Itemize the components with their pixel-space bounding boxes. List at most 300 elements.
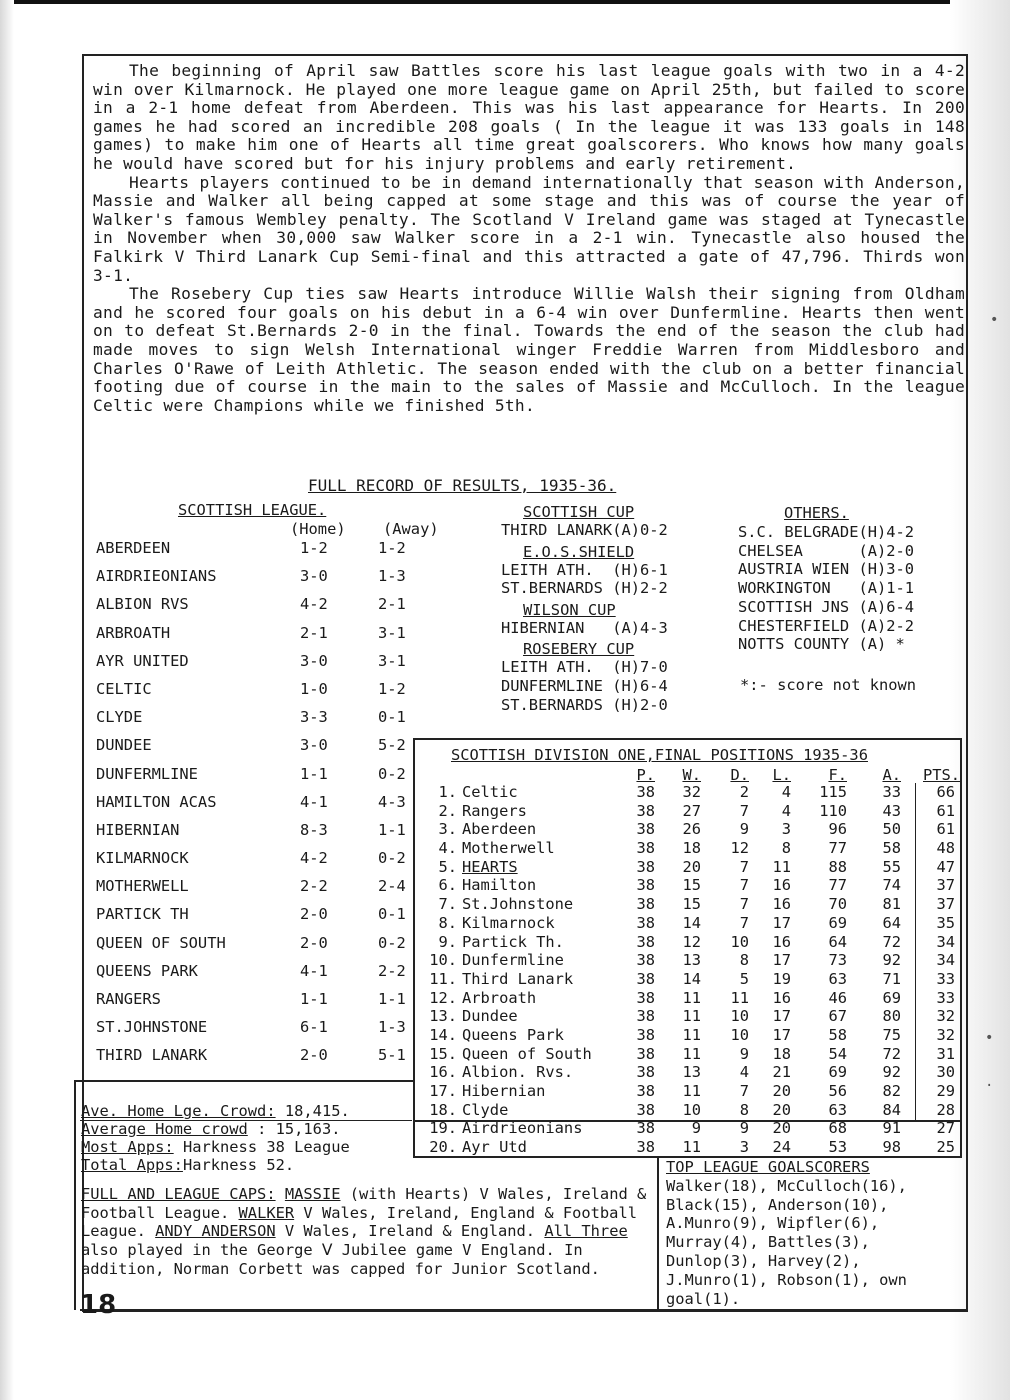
col-for: F. <box>828 766 847 784</box>
league-team: KILMARNOCK <box>96 849 189 868</box>
table-played: 38 <box>636 783 655 801</box>
table-goals-against: 33 <box>882 783 901 801</box>
table-drawn: 4 <box>739 1063 749 1082</box>
cup-result: ST.BERNARDS (H)2-2 <box>501 579 668 598</box>
league-away-score: 0-2 <box>378 849 406 868</box>
table-position: 1. <box>438 783 457 801</box>
table-played: 38 <box>636 1138 655 1157</box>
average-home-value: : 15,163. <box>257 1120 341 1138</box>
table-lost: 24 <box>772 1138 791 1157</box>
league-result-row <box>91 874 411 902</box>
league-team: AIRDRIEONIANS <box>96 567 217 586</box>
table-lost: 4 <box>781 783 791 801</box>
table-drawn: 7 <box>739 913 749 932</box>
table-goals-against: 58 <box>882 839 901 858</box>
col-lost: L. <box>772 766 791 784</box>
league-home-score: 4-2 <box>300 849 328 868</box>
caps-massie: MASSIE <box>284 1185 341 1203</box>
table-goals-for: 53 <box>828 1138 847 1157</box>
league-result-row <box>91 536 411 564</box>
table-points: 34 <box>936 951 955 970</box>
league-away-score: 1-1 <box>378 990 406 1008</box>
table-goals-for: 69 <box>828 913 847 932</box>
league-team: QUEENS PARK <box>96 961 198 980</box>
league-table-row <box>415 858 960 877</box>
table-lost: 18 <box>772 1044 791 1063</box>
table-played: 38 <box>636 988 655 1007</box>
table-team: Aberdeen <box>462 820 537 839</box>
cup-result: LEITH ATH. (H)7-0 <box>501 658 668 677</box>
league-team: AYR UNITED <box>96 651 189 670</box>
table-played: 38 <box>636 839 655 858</box>
table-lost: 16 <box>772 988 791 1007</box>
cup-title: ROSEBERY CUP <box>523 640 635 659</box>
league-home-score: 2-0 <box>300 933 328 952</box>
cup-section <box>501 503 721 540</box>
table-goals-against: 72 <box>882 1044 901 1063</box>
table-won: 11 <box>682 1138 701 1157</box>
table-goals-for: 77 <box>828 876 847 895</box>
cup-result: HIBERNIAN (A)4-3 <box>501 618 668 637</box>
table-points: 37 <box>936 895 955 914</box>
table-position: 14. <box>429 1025 457 1044</box>
league-result-row <box>91 931 411 959</box>
table-goals-for: 64 <box>828 932 847 951</box>
table-goals-against: 82 <box>882 1082 901 1100</box>
league-away-score: 2-4 <box>378 877 406 896</box>
table-played: 38 <box>636 1082 655 1100</box>
table-drawn: 8 <box>739 951 749 970</box>
cup-result: DUNFERMLINE (H)6-4 <box>501 676 668 695</box>
table-won: 15 <box>682 876 701 895</box>
table-position: 3. <box>438 820 457 839</box>
table-team: St.Johnstone <box>462 895 574 914</box>
league-title: SCOTTISH LEAGUE. <box>178 501 327 519</box>
table-drawn: 12 <box>730 839 749 858</box>
table-won: 26 <box>682 820 701 839</box>
table-points: 32 <box>936 1025 955 1044</box>
league-team: ABERDEEN <box>96 539 171 557</box>
table-lost: 8 <box>781 839 791 858</box>
cup-title: SCOTTISH CUP <box>523 503 635 521</box>
ave-home-lge-crowd <box>81 1102 350 1120</box>
table-position: 11. <box>429 969 457 988</box>
table-drawn: 11 <box>730 988 749 1007</box>
league-away-score: 5-2 <box>378 736 406 755</box>
table-position: 6. <box>438 876 457 895</box>
table-won: 11 <box>682 1007 701 1026</box>
league-result-row <box>91 959 411 987</box>
page-top-edge <box>0 0 1010 4</box>
table-won: 13 <box>682 951 701 970</box>
league-team: PARTICK TH <box>96 905 189 924</box>
league-home-score: 1-1 <box>300 990 328 1008</box>
table-position: 18. <box>429 1100 457 1119</box>
table-points: 33 <box>936 969 955 988</box>
table-team: Hibernian <box>462 1082 546 1100</box>
caps-anderson: ANDY ANDERSON <box>155 1222 276 1241</box>
league-table-title: SCOTTISH DIVISION ONE,FINAL POSITIONS 1935-36 <box>451 746 868 764</box>
league-away-score: 4-3 <box>378 792 406 811</box>
league-team: HIBERNIAN <box>96 820 180 839</box>
table-lost: 20 <box>772 1100 791 1119</box>
table-lost: 17 <box>772 951 791 970</box>
ave-home-lge-value: 18,415. <box>284 1102 350 1120</box>
table-goals-against: 64 <box>882 913 901 932</box>
league-table-row <box>415 1101 960 1120</box>
cup-rows <box>501 521 721 540</box>
other-result: SCOTTISH JNS (A)6-4 <box>738 597 915 616</box>
league-result-row <box>91 592 411 620</box>
table-points: 31 <box>936 1044 955 1063</box>
narrative-paragraph-3: The Rosebery Cup ties saw Hearts introduce Willie Walsh their signing from Oldham and he scored four goals on his debut in a 6-4 win over Dunfermline. Hearts then went on to defeat St.Bernards 2-0 in the final. Towards the end of the season the club had made moves to sign Welsh International winger Freddie Warren from Middlesboro and Charles O'Rawe of Leith Athletic. The season ended with the club on a better financial footing due of course in the main to the sales of Massie and McCulloch. In the league Celtic were Champions while we finished 5th. <box>93 284 965 415</box>
league-table-rows <box>415 783 960 1157</box>
table-played: 38 <box>636 1007 655 1026</box>
table-points: 48 <box>936 839 955 858</box>
other-result: NOTTS COUNTY (A) * <box>738 635 905 654</box>
table-goals-against: 92 <box>882 951 901 970</box>
table-drawn: 3 <box>739 1138 749 1157</box>
table-won: 12 <box>682 932 701 951</box>
league-home-score: 4-2 <box>300 595 328 614</box>
league-home-score: 8-3 <box>300 820 328 839</box>
table-won: 20 <box>682 857 701 876</box>
table-lost: 19 <box>772 969 791 988</box>
table-won: 14 <box>682 969 701 988</box>
col-drawn: D. <box>730 766 749 784</box>
table-played: 38 <box>636 895 655 914</box>
league-team: ST.JOHNSTONE <box>96 1018 208 1037</box>
table-drawn: 7 <box>739 895 749 914</box>
caps-text-4: also played in the George Ⅴ Jubilee game V England. In addition, Norman Corbett was capped for Junior Scotland. <box>81 1241 600 1278</box>
league-away-score: 0-2 <box>378 933 406 952</box>
stats-rule-1 <box>80 1120 412 1121</box>
table-team: Arbroath <box>462 988 537 1007</box>
table-position: 13. <box>429 1007 457 1026</box>
table-played: 38 <box>636 1119 655 1138</box>
caps-all-three: All Three <box>544 1222 628 1241</box>
table-drawn: 5 <box>739 969 749 988</box>
league-home-score: 1-1 <box>300 764 328 783</box>
league-table-row <box>415 914 960 933</box>
table-won: 9 <box>691 1119 701 1138</box>
scorers-title: TOP LEAGUE GOALSCORERS <box>666 1158 870 1176</box>
cup-section <box>501 543 721 598</box>
table-goals-against: 72 <box>882 932 901 951</box>
league-result-row <box>91 818 411 846</box>
league-home-score: 4-1 <box>300 792 328 811</box>
league-table-row <box>415 895 960 914</box>
table-position: 19. <box>429 1119 457 1138</box>
table-position: 4. <box>438 839 457 858</box>
stats-left-rule <box>74 1080 76 1310</box>
narrative-paragraph-1: The beginning of April saw Battles score his last league goals with two in a 4-2 win over Kilmarnock. He played one more league game on April 25th, but failed to score in a 2-1 home defeat from Aberdeen. This was his last appearance for Hearts. In 200 games he had scored an incredible 208 goals ( In the league it was 133 goals in 148 games) to make him one of Hearts all time great goalscorers. Who knows how many goals he would have scored but for his injury problems and early retirement. <box>93 61 965 173</box>
table-goals-against: 43 <box>882 801 901 820</box>
table-won: 10 <box>682 1100 701 1119</box>
other-result: CHESTERFIELD (A)2-2 <box>738 616 915 635</box>
table-team: Kilmarnock <box>462 913 555 932</box>
table-won: 15 <box>682 895 701 914</box>
table-goals-against: 50 <box>882 820 901 839</box>
table-points: 61 <box>936 820 955 839</box>
table-lost: 20 <box>772 1119 791 1138</box>
top-goalscorers <box>666 1158 966 1308</box>
table-position: 15. <box>429 1044 457 1063</box>
stats-top-rule <box>74 1080 414 1082</box>
table-goals-for: 69 <box>828 1063 847 1082</box>
table-team: Clyde <box>462 1100 509 1119</box>
cup-rows <box>501 658 721 714</box>
league-away-score: 0-1 <box>378 708 406 727</box>
league-team: DUNDEE <box>96 736 152 755</box>
scorers-list: Walker(18), McCulloch(16), Black(15), Anderson(10), A.Munro(9), Wipfler(6), Murray(4), Battles(3), Dunlop(3), Harvey(2), J.Munro(1), Robson(1), own goal(1). <box>666 1176 907 1308</box>
table-position: 9. <box>438 932 457 951</box>
table-goals-against: 91 <box>882 1119 901 1138</box>
record-title: FULL RECORD OF RESULTS, 1935-36. <box>308 476 617 495</box>
table-drawn: 7 <box>739 801 749 820</box>
table-played: 38 <box>636 913 655 932</box>
league-team: ARBROATH <box>96 623 171 642</box>
table-position: 5. <box>438 857 457 876</box>
table-goals-for: 110 <box>819 801 847 820</box>
table-goals-for: 46 <box>828 988 847 1007</box>
league-home-score: 1-2 <box>300 539 328 557</box>
table-lost: 17 <box>772 913 791 932</box>
table-points: 37 <box>936 876 955 895</box>
league-team: QUEEN OF SOUTH <box>96 933 226 952</box>
league-table-row <box>415 1082 960 1101</box>
cup-rows <box>501 561 721 598</box>
table-team: Rangers <box>462 801 527 820</box>
table-goals-for: 56 <box>828 1082 847 1100</box>
table-won: 11 <box>682 1025 701 1044</box>
average-home-crowd <box>81 1120 340 1138</box>
cup-result: THIRD LANARK(A)0-2 <box>501 521 668 539</box>
league-table-row <box>415 839 960 858</box>
table-played: 38 <box>636 1044 655 1063</box>
table-team: Hamilton <box>462 876 537 895</box>
table-goals-against: 74 <box>882 876 901 895</box>
table-won: 27 <box>682 801 701 820</box>
league-result-row <box>91 987 411 1015</box>
table-goals-for: 96 <box>828 820 847 839</box>
col-against: A. <box>882 766 901 784</box>
league-table-row <box>415 933 960 952</box>
table-won: 11 <box>682 1044 701 1063</box>
total-apps-label: Total Apps: <box>81 1156 183 1174</box>
table-position: 16. <box>429 1063 457 1082</box>
league-home-score: 3-0 <box>300 736 328 755</box>
table-lost: 20 <box>772 1082 791 1100</box>
total-apps <box>81 1156 294 1174</box>
other-result: CHELSEA (A)2-0 <box>738 541 915 560</box>
table-played: 38 <box>636 969 655 988</box>
table-played: 38 <box>636 932 655 951</box>
table-points: 25 <box>936 1138 955 1157</box>
table-goals-against: 55 <box>882 857 901 876</box>
league-home-score: 1-0 <box>300 679 328 698</box>
table-lost: 16 <box>772 932 791 951</box>
table-position: 12. <box>429 988 457 1007</box>
others-list <box>738 523 963 654</box>
table-points: 28 <box>936 1100 955 1119</box>
table-goals-for: 68 <box>828 1119 847 1138</box>
table-goals-against: 84 <box>882 1100 901 1119</box>
other-result: WORKINGTON (A)1-1 <box>738 579 915 598</box>
league-home-header: (Home) <box>290 520 346 538</box>
other-result: S.C. BELGRADE(H)4-2 <box>738 523 915 541</box>
table-goals-for: 73 <box>828 951 847 970</box>
most-apps <box>81 1138 350 1156</box>
league-result-row <box>91 733 411 761</box>
table-position: 20. <box>429 1138 457 1157</box>
league-table-row <box>415 989 960 1008</box>
league-home-score: 2-0 <box>300 905 328 924</box>
league-away-score: 1-3 <box>378 567 406 586</box>
table-position: 2. <box>438 801 457 820</box>
table-drawn: 2 <box>739 783 749 801</box>
table-team: Ayr Utd <box>462 1138 527 1157</box>
cup-result: ST.BERNARDS (H)2-0 <box>501 695 668 714</box>
table-lost: 3 <box>781 820 791 839</box>
league-team: CELTIC <box>96 679 152 698</box>
table-team: Partick Th. <box>462 932 564 951</box>
table-drawn: 9 <box>739 820 749 839</box>
page-number: 18 <box>80 1290 117 1320</box>
league-home-score: 2-2 <box>300 877 328 896</box>
table-team: Dundee <box>462 1007 518 1026</box>
table-points: 30 <box>936 1063 955 1082</box>
caps-heading: FULL AND LEAGUE CAPS: <box>81 1185 276 1203</box>
col-played: P. <box>636 766 655 784</box>
table-team: Third Lanark <box>462 969 574 988</box>
narrative-text <box>93 62 965 415</box>
total-apps-value: Harkness 52. <box>182 1156 295 1174</box>
league-away-header: (Away) <box>383 520 439 538</box>
table-drawn: 7 <box>739 1082 749 1100</box>
table-drawn: 9 <box>739 1119 749 1138</box>
table-goals-for: 63 <box>828 969 847 988</box>
cup-results <box>501 503 721 717</box>
table-goals-against: 92 <box>882 1063 901 1082</box>
table-goals-for: 77 <box>828 839 847 858</box>
table-lost: 16 <box>772 876 791 895</box>
page-bottom-rule <box>80 1309 968 1311</box>
table-lost: 16 <box>772 895 791 914</box>
league-result-row <box>91 902 411 930</box>
table-points: 33 <box>936 988 955 1007</box>
scan-speck: • <box>985 1030 994 1046</box>
table-position: 17. <box>429 1082 457 1100</box>
international-caps <box>81 1185 651 1279</box>
league-home-score: 4-1 <box>300 961 328 980</box>
table-lost: 11 <box>772 857 791 876</box>
table-won: 11 <box>682 1082 701 1100</box>
other-result: AUSTRIA WIEN (H)3-0 <box>738 560 915 579</box>
cup-rows <box>501 619 721 638</box>
cup-section <box>501 601 721 638</box>
league-table-row <box>415 876 960 895</box>
league-table-row <box>415 1007 960 1026</box>
table-played: 38 <box>636 1025 655 1044</box>
table-won: 11 <box>682 988 701 1007</box>
league-result-row <box>91 846 411 874</box>
table-goals-against: 80 <box>882 1007 901 1026</box>
league-table-row <box>415 820 960 839</box>
table-lost: 17 <box>772 1007 791 1026</box>
cup-section <box>501 640 721 714</box>
table-goals-for: 70 <box>828 895 847 914</box>
table-points: 27 <box>936 1119 955 1138</box>
league-result-row <box>91 762 411 790</box>
table-points: 66 <box>936 783 955 801</box>
league-away-score: 0-1 <box>378 905 406 924</box>
league-result-row <box>91 790 411 818</box>
ave-home-lge-label: Ave. Home Lge. Crowd: <box>81 1102 276 1120</box>
score-footnote: *:- score not known <box>740 676 917 694</box>
league-team: MOTHERWELL <box>96 877 189 896</box>
caps-text-1: (with Hearts) V Wales, Ireland & Football League. <box>81 1185 647 1222</box>
table-drawn: 10 <box>730 932 749 951</box>
table-team: Albion. Rvs. <box>462 1063 574 1082</box>
table-lost: 17 <box>772 1025 791 1044</box>
table-points: 34 <box>936 932 955 951</box>
cup-title: WILSON CUP <box>523 600 616 619</box>
league-away-score: 1-2 <box>378 539 406 557</box>
table-goals-against: 71 <box>882 969 901 988</box>
table-goals-for: 67 <box>828 1007 847 1026</box>
table-lost: 21 <box>772 1063 791 1082</box>
league-away-score: 0-2 <box>378 764 406 783</box>
table-position: 10. <box>429 951 457 970</box>
league-team: RANGERS <box>96 990 161 1008</box>
league-results-list <box>91 536 411 1072</box>
table-goals-for: 58 <box>828 1025 847 1044</box>
table-goals-against: 69 <box>882 988 901 1007</box>
col-won: W. <box>682 766 701 784</box>
league-team: DUNFERMLINE <box>96 764 198 783</box>
others-title: OTHERS. <box>784 504 849 522</box>
relegation-line <box>415 1120 960 1122</box>
league-away-score: 2-2 <box>378 961 406 980</box>
league-home-score: 3-0 <box>300 567 328 586</box>
table-team: Motherwell <box>462 839 555 858</box>
table-goals-against: 75 <box>882 1025 901 1044</box>
league-table-row <box>415 802 960 821</box>
league-table-row <box>415 783 960 802</box>
table-won: 14 <box>682 913 701 932</box>
league-table <box>413 738 962 1158</box>
league-table-row <box>415 970 960 989</box>
table-goals-for: 115 <box>819 783 847 801</box>
table-drawn: 8 <box>739 1100 749 1119</box>
table-goals-against: 98 <box>882 1138 901 1157</box>
most-apps-value: Harkness 38 League <box>182 1138 350 1156</box>
league-home-score: 3-0 <box>300 651 328 670</box>
table-played: 38 <box>636 876 655 895</box>
other-matches <box>738 503 963 654</box>
league-team: CLYDE <box>96 708 143 727</box>
league-home-score: 3-3 <box>300 708 328 727</box>
table-team: Dunfermline <box>462 951 564 970</box>
page-shadow-left <box>0 0 14 1400</box>
table-won: 18 <box>682 839 701 858</box>
league-result-row <box>91 564 411 592</box>
league-team: HAMILTON ACAS <box>96 792 217 811</box>
table-position: 8. <box>438 913 457 932</box>
table-team: Queens Park <box>462 1025 564 1044</box>
table-drawn: 7 <box>739 857 749 876</box>
